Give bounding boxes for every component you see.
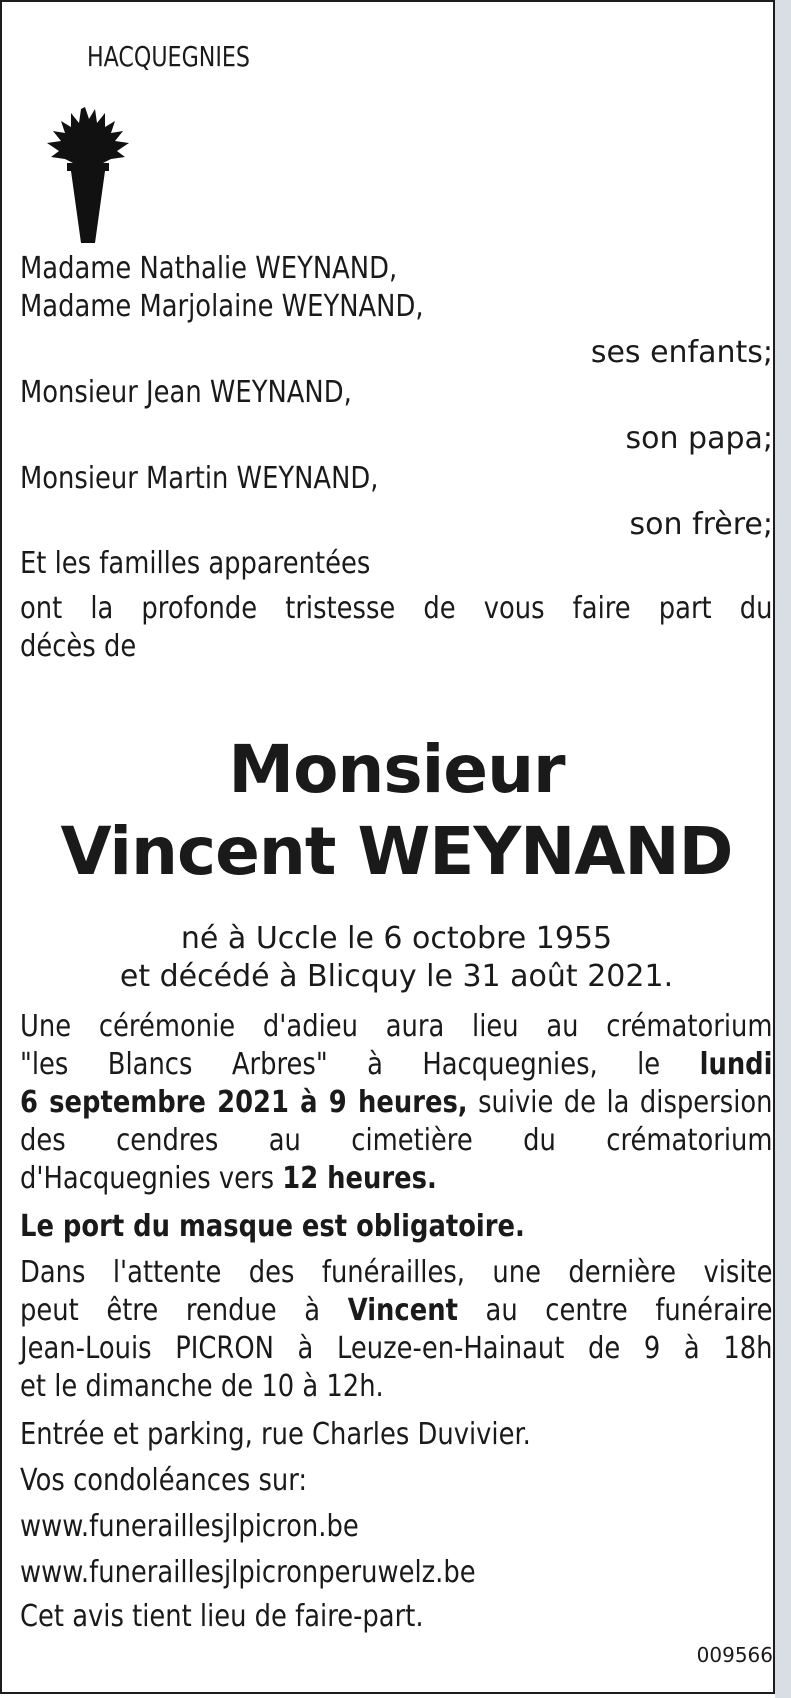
torch-icon [45, 105, 131, 247]
website-link-1[interactable]: www.funeraillesjlpicron.be [20, 1509, 359, 1544]
family-line-2: Madame Marjolaine WEYNAND, [20, 289, 424, 324]
page-edge-strip [775, 0, 791, 1698]
family-line-5: Et les familles apparentées [20, 546, 371, 581]
ceremony-line-5 [20, 1160, 773, 1198]
website-link-2[interactable]: www.funeraillesjlpicronperuwelz.be [20, 1555, 476, 1590]
visit-line-2 [20, 1292, 773, 1330]
notice-code: 009566 [696, 1643, 773, 1667]
birth-line: né à Uccle le 6 octobre 1955 [180, 921, 613, 956]
ceremony-date: 6 septembre 2021 à 9 heures, [20, 1085, 468, 1120]
mask-notice: Le port du masque est obligatoire. [20, 1209, 525, 1244]
condolences-label: Vos condoléances sur: [20, 1463, 308, 1498]
dispersion-time: 12 heures. [282, 1161, 437, 1196]
ceremony-line-4: des cendres au cimetière du crématorium [20, 1123, 773, 1158]
visit-text-b: au centre funéraire [457, 1293, 773, 1328]
deceased-name: Vincent WEYNAND [60, 813, 733, 890]
locality-heading: HACQUEGNIES [87, 40, 250, 73]
family-line-3: Monsieur Jean WEYNAND, [20, 375, 352, 410]
death-line: et décédé à Blicquy le 31 août 2021. [119, 959, 674, 994]
relation-brother: son frère; [629, 507, 773, 542]
ceremony-location: "les Blancs Arbres" à Hacquegnies, le [20, 1047, 700, 1082]
dispersion-place: d'Hacquegnies vers [20, 1161, 283, 1196]
relation-father: son papa; [625, 421, 773, 456]
visit-text-a: peut être rendue à [20, 1293, 348, 1328]
ceremony-line-2 [20, 1046, 773, 1084]
announcement-line-2: décès de [20, 629, 137, 664]
ceremony-line-1: Une cérémonie d'adieu aura lieu au crématorium [20, 1009, 773, 1044]
ceremony-followup: suivie de la dispersion [467, 1085, 773, 1120]
entry-info: Entrée et parking, rue Charles Duvivier. [20, 1417, 531, 1452]
ceremony-day: lundi [699, 1047, 773, 1082]
ceremony-line-3 [20, 1084, 773, 1122]
visit-line-1: Dans l'attente des funérailles, une dernière visite [20, 1255, 773, 1290]
family-line-4: Monsieur Martin WEYNAND, [20, 461, 379, 496]
visit-name: Vincent [347, 1293, 458, 1328]
family-line-1: Madame Nathalie WEYNAND, [20, 251, 398, 286]
visit-line-3: Jean-Louis PICRON à Leuze-en-Hainaut de 9 à 18h [20, 1331, 773, 1366]
notice-statement: Cet avis tient lieu de faire-part. [20, 1599, 424, 1634]
announcement-line-1: ont la profonde tristesse de vous faire part du [20, 591, 773, 626]
deceased-title: Monsieur [228, 731, 565, 808]
visit-line-4: et le dimanche de 10 à 12h. [20, 1369, 384, 1404]
relation-children: ses enfants; [590, 335, 773, 370]
